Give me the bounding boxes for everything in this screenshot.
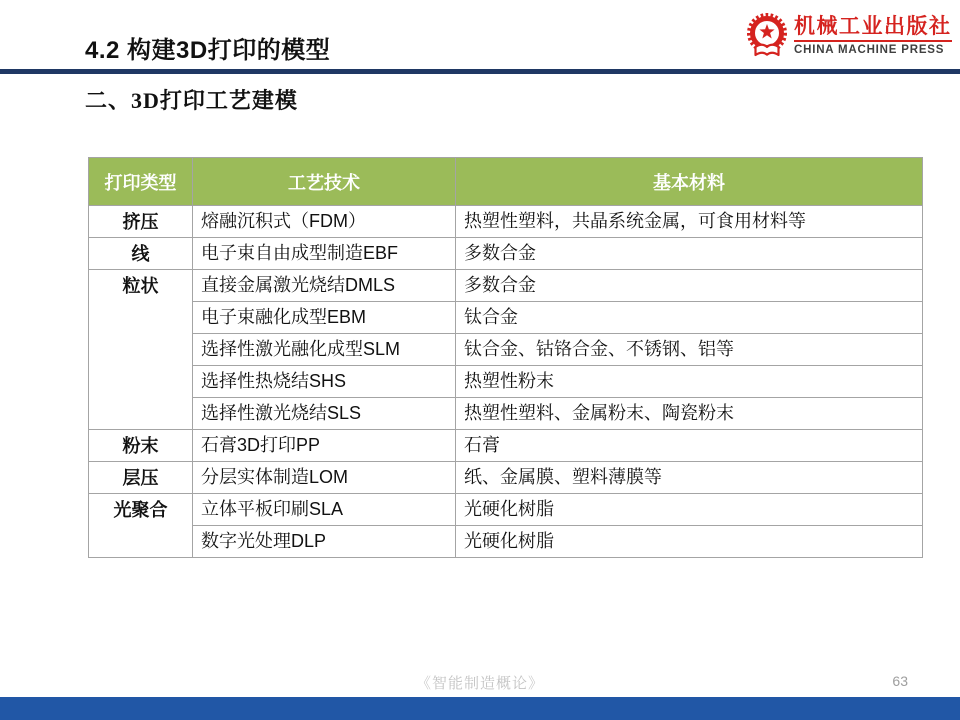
publisher-name-cn: 机械工业出版社: [794, 15, 952, 38]
printing-process-table: [88, 157, 923, 558]
publisher-name-en: CHINA MACHINE PRESS: [794, 44, 945, 56]
footer-book-title: 《智能制造概论》: [415, 675, 544, 692]
cell-process-tech: 选择性热烧结SHS: [193, 366, 456, 398]
table-row: [89, 462, 923, 494]
cell-print-type: 层压: [89, 462, 193, 494]
cell-print-type: 粒状: [89, 270, 193, 430]
cell-base-material: 钛合金、钴铬合金、不锈钢、铝等: [456, 334, 923, 366]
cell-print-type: 粉末: [89, 430, 193, 462]
cell-print-type: 线: [89, 238, 193, 270]
cell-process-tech: 石膏3D打印PP: [193, 430, 456, 462]
cell-base-material: 多数合金: [456, 270, 923, 302]
cell-process-tech: 熔融沉积式（FDM）: [193, 206, 456, 238]
table-row: [89, 526, 923, 558]
cell-process-tech: 电子束融化成型EBM: [193, 302, 456, 334]
table-row: [89, 366, 923, 398]
cell-base-material: 热塑性塑料、金属粉末、陶瓷粉末: [456, 398, 923, 430]
cell-base-material: 热塑性粉末: [456, 366, 923, 398]
cell-process-tech: 直接金属激光烧结DMLS: [193, 270, 456, 302]
cell-process-tech: 立体平板印刷SLA: [193, 494, 456, 526]
cell-base-material: 钛合金: [456, 302, 923, 334]
publisher-logo: [746, 12, 952, 60]
cell-base-material: 多数合金: [456, 238, 923, 270]
cell-base-material: 纸、金属膜、塑料薄膜等: [456, 462, 923, 494]
header-base-material: 基本材料: [456, 158, 923, 206]
bottom-accent-bar: [0, 697, 960, 720]
cell-process-tech: 选择性激光融化成型SLM: [193, 334, 456, 366]
logo-divider: [794, 40, 952, 42]
table-header-row: [89, 158, 923, 206]
table-row: [89, 398, 923, 430]
cell-base-material: 光硬化树脂: [456, 526, 923, 558]
cell-base-material: 光硬化树脂: [456, 494, 923, 526]
publisher-logo-text: [794, 12, 952, 57]
page-number: 63: [892, 673, 908, 689]
cell-process-tech: 选择性激光烧结SLS: [193, 398, 456, 430]
section-subtitle: 二、3D打印工艺建模: [85, 88, 298, 113]
cell-print-type: 光聚合: [89, 494, 193, 558]
title-divider-rule: [0, 69, 960, 74]
header-print-type: 打印类型: [89, 158, 193, 206]
table-row: [89, 270, 923, 302]
header-process-tech: 工艺技术: [193, 158, 456, 206]
cell-process-tech: 分层实体制造LOM: [193, 462, 456, 494]
cell-process-tech: 数字光处理DLP: [193, 526, 456, 558]
table-row: [89, 206, 923, 238]
table-row: [89, 302, 923, 334]
publisher-emblem-icon: [746, 12, 788, 60]
cell-print-type: 挤压: [89, 206, 193, 238]
table-row: [89, 238, 923, 270]
table-row: [89, 430, 923, 462]
cell-base-material: 石膏: [456, 430, 923, 462]
cell-base-material: 热塑性塑料，共晶系统金属，可食用材料等: [456, 206, 923, 238]
table-row: [89, 494, 923, 526]
table-row: [89, 334, 923, 366]
cell-process-tech: 电子束自由成型制造EBF: [193, 238, 456, 270]
page-title: 4.2 构建3D打印的模型: [85, 37, 331, 64]
